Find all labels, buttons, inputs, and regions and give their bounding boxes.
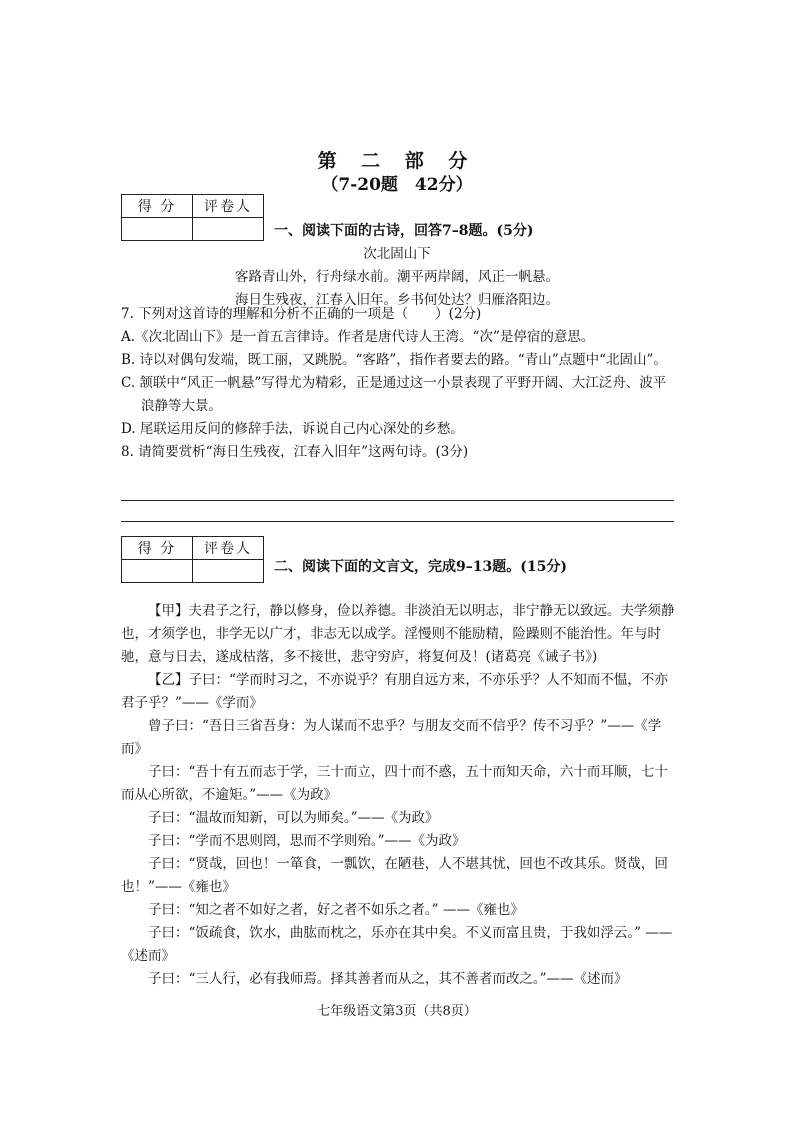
score-cell[interactable] [122, 560, 193, 583]
passage-yi-8: 子曰：“饭疏食，饮水，曲肱而枕之，乐亦在其中矣。不义而富且贵，于我如浮云。” ——《述而》 [121, 925, 673, 964]
passage-yi-6: 子曰：“贤哉，回也！一箪食，一瓢饮，在陋巷，人不堪其忧，回也不改其乐。贤哉，回也！”——《雍也》 [121, 856, 668, 895]
grader-col-label: 评卷人 [193, 537, 264, 560]
passage-yi-4: 子曰：“温故而知新，可以为师矣。”——《为政》 [148, 810, 439, 826]
poem-line-2: 海日生残夜，江春入旧年。乡书何处达？归雁洛阳边。 [235, 292, 559, 308]
q7-block [121, 303, 677, 464]
classical-text-block [121, 600, 677, 991]
poem-title: 次北固山下 [363, 246, 431, 262]
grader-col-label: 评卷人 [193, 195, 264, 218]
score-box-2 [121, 536, 264, 583]
grader-cell[interactable] [193, 560, 264, 583]
poem-line-1: 客路青山外，行舟绿水前。潮平两岸阔，风正一帆悬。 [235, 269, 559, 285]
part-subtitle: （7-20题 42分） [321, 175, 473, 195]
passage-yi-3: 子曰：“吾十有五而志于学，三十而立，四十而不惑，五十而知天命，六十而耳顺，七十而从心所欲，不逾矩。”——《为政》 [121, 764, 668, 803]
passage-yi-9: 子曰：“三人行，必有我师焉。择其善者而从之，其不善者而改之。”——《述而》 [148, 971, 628, 987]
page-footer: 七年级语文第3页（共8页） [317, 1004, 477, 1019]
score-col-label: 得 分 [122, 537, 193, 560]
q7-option-d: D. 尾联运用反问的修辞手法，诉说自己内心深处的乡愁。 [121, 421, 464, 437]
passage-yi-5: 子曰：“学而不思则罔，思而不学则殆。”——《为政》 [148, 833, 466, 849]
grader-cell[interactable] [193, 218, 264, 241]
answer-line-2[interactable] [121, 521, 674, 522]
score-col-label: 得 分 [122, 195, 193, 218]
passage-jia: 【甲】夫君子之行，静以修身，俭以养德。非淡泊无以明志，非宁静无以致远。夫学须静也，才须学也，非学无以广才，非志无以成学。淫慢则不能励精，险躁则不能治性。年与时驰，意与日去，遂成枯落，多不接世，悲守穷庐，将复何及！(诸葛亮《诫子书》) [121, 603, 675, 665]
q7-option-c: C. 颔联中“风正一帆悬”写得尤为精彩，正是通过这一小景表现了平野开阔、大江泛舟、波平浪静等大景。 [121, 375, 667, 414]
passage-yi-2: 曾子曰：“吾日三省吾身：为人谋而不忠乎？与朋友交而不信乎？传不习乎？”——《学而》 [121, 718, 662, 757]
q7-option-a: A.《次北固山下》是一首五言律诗。作者是唐代诗人王湾。“次”是停宿的意思。 [121, 329, 595, 345]
passage-yi-1: 【乙】子曰：“学而时习之，不亦说乎？有朋自远方来，不亦乐乎？人不知而不愠，不亦君子乎？”——《学而》 [121, 672, 668, 711]
q8-stem: 8. 请简要赏析“海日生残夜，江春入旧年”这两句诗。(3分) [121, 444, 469, 460]
q7-stem: 7. 下列对这首诗的理解和分析不正确的一项是（ ）(2分) [121, 306, 482, 322]
passage-yi-7: 子曰：“知之者不如好之者，好之者不如乐之者。” ——《雍也》 [148, 902, 524, 918]
answer-line-1[interactable] [121, 500, 674, 501]
section1-title: 一、阅读下面的古诗，回答7–8题。(5分) [274, 223, 534, 239]
score-box-1 [121, 194, 264, 241]
section2-title: 二、阅读下面的文言文，完成9–13题。(15分) [274, 559, 567, 575]
part-title: 第 二 部 分 [317, 150, 477, 172]
q7-option-b: B. 诗以对偶句发端，既工丽，又跳脱。“客路”，指作者要去的路。“青山”点题中“北固山”。 [121, 352, 667, 368]
score-cell[interactable] [122, 218, 193, 241]
